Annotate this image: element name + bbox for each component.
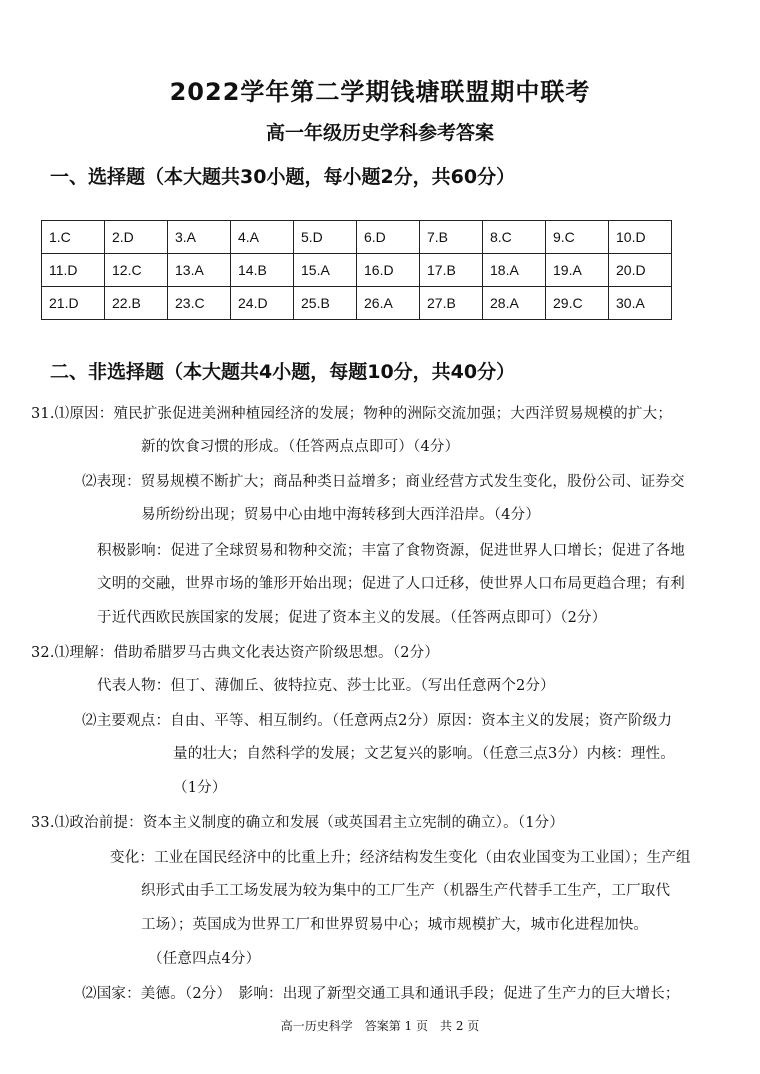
answer-cell: 12.C xyxy=(105,254,168,287)
answer-row xyxy=(42,287,672,320)
answer-line: 文明的交融，世界市场的雏形开始出现；促进了人口迁移，使世界人口布局更趋合理；有利 xyxy=(97,576,685,592)
answer-line: 新的饮食习惯的形成。（任答两点点即可）（4分） xyxy=(141,439,460,455)
answer-line: ⑵主要观点：自由、平等、相互制约。（任意两点2分）原因：资本主义的发展；资产阶级力 xyxy=(82,713,673,729)
answer-cell: 10.D xyxy=(609,221,672,254)
answer-row xyxy=(42,221,672,254)
answer-line: 变化：工业在国民经济中的比重上升；经济结构发生变化（由农业国变为工业国）；生产组 xyxy=(110,850,691,866)
answer-cell: 24.D xyxy=(231,287,294,320)
answer-cell: 17.B xyxy=(420,254,483,287)
answer-cell: 26.A xyxy=(357,287,420,320)
answer-cell: 20.D xyxy=(609,254,672,287)
section-heading-choice: 一、选择题（本大题共30小题，每小题2分，共60分） xyxy=(50,166,516,188)
answer-cell: 14.B xyxy=(231,254,294,287)
answer-line: 33.⑴政治前提：资本主义制度的确立和发展（或英国君主立宪制的确立）。（1分） xyxy=(31,815,565,831)
answer-cell: 3.A xyxy=(168,221,231,254)
answer-line: （任意四点4分） xyxy=(148,951,261,967)
answer-cell: 18.A xyxy=(483,254,546,287)
document-subtitle: 高一年级历史学科参考答案 xyxy=(265,122,494,144)
answer-line: ⑵表现：贸易规模不断扩大；商品种类日益增多；商业经营方式发生变化，股份公司、证券交 xyxy=(82,474,685,490)
section-heading-nonchoice: 二、非选择题（本大题共4小题，每题10分，共40分） xyxy=(50,361,516,383)
answer-cell: 4.A xyxy=(231,221,294,254)
answer-cell: 13.A xyxy=(168,254,231,287)
answer-cell: 7.B xyxy=(420,221,483,254)
answer-cell: 21.D xyxy=(42,287,105,320)
answer-line: （1分） xyxy=(173,780,227,796)
answer-cell: 6.D xyxy=(357,221,420,254)
answer-cell: 23.C xyxy=(168,287,231,320)
answer-cell: 2.D xyxy=(105,221,168,254)
page-footer: 高一历史科学 答案第 1 页 共 2 页 xyxy=(280,1019,480,1033)
answer-cell: 15.A xyxy=(294,254,357,287)
answer-cell: 25.B xyxy=(294,287,357,320)
answer-line: ⑵国家：美德。（2分） 影响：出现了新型交通工具和通讯手段；促进了生产力的巨大增长； xyxy=(82,986,680,1002)
answer-cell: 11.D xyxy=(42,254,105,287)
answer-row xyxy=(42,254,672,287)
answer-cell: 5.D xyxy=(294,221,357,254)
answer-cell: 27.B xyxy=(420,287,483,320)
answer-cell: 30.A xyxy=(609,287,672,320)
answer-line: 代表人物：但丁、薄伽丘、彼特拉克、莎士比亚。（写出任意两个2分） xyxy=(97,678,555,694)
answer-line: 32.⑴理解：借助希腊罗马古典文化表达资产阶级思想。（2分） xyxy=(31,645,440,661)
answer-line: 工场）；英国成为世界工厂和世界贸易中心；城市规模扩大，城市化进程加快。 xyxy=(141,917,649,933)
answer-line: 织形式由手工工场发展为较为集中的工厂生产（机器生产代替手工生产，工厂取代 xyxy=(141,883,671,899)
answer-line: 于近代西欧民族国家的发展；促进了资本主义的发展。（任答两点即可）（2分） xyxy=(97,610,607,626)
answer-line: 易所纷纷出现；贸易中心由地中海转移到大西洋沿岸。（4分） xyxy=(141,507,541,523)
document-title: 2022学年第二学期钱塘联盟期中联考 xyxy=(169,78,591,106)
answer-cell: 29.C xyxy=(546,287,609,320)
answer-cell: 16.D xyxy=(357,254,420,287)
answer-cell: 8.C xyxy=(483,221,546,254)
answer-table xyxy=(41,220,672,320)
answer-cell: 9.C xyxy=(546,221,609,254)
answer-cell: 1.C xyxy=(42,221,105,254)
answer-cell: 22.B xyxy=(105,287,168,320)
answer-cell: 28.A xyxy=(483,287,546,320)
answer-line: 31.⑴原因：殖民扩张促进美洲种植园经济的发展；物种的洲际交流加强；大西洋贸易规模的扩大； xyxy=(31,406,673,422)
answer-cell: 19.A xyxy=(546,254,609,287)
answer-line: 积极影响：促进了全球贸易和物种交流；丰富了食物资源，促进世界人口增长；促进了各地 xyxy=(97,543,685,559)
answer-line: 量的壮大；自然科学的发展；文艺复兴的影响。（任意三点3分）内核：理性。 xyxy=(173,746,675,762)
